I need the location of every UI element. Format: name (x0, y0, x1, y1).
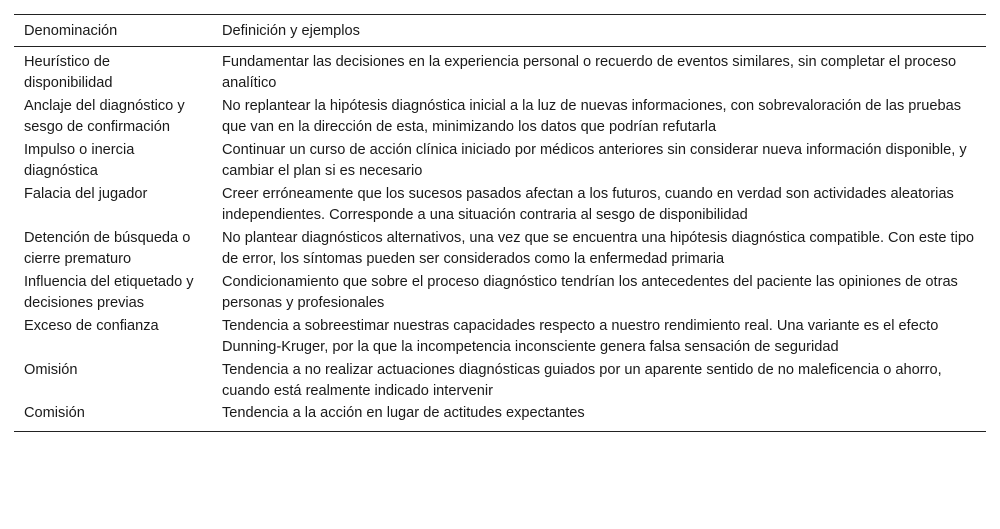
bias-table-container (14, 14, 986, 432)
definition-cell: Continuar un curso de acción clínica iniciado por médicos anteriores sin considerar nueva información disponible, y cambiar el plan si es necesario (222, 142, 967, 180)
term-cell: Impulso o inercia diagnóstica (24, 142, 135, 180)
table-row (14, 140, 986, 184)
term-cell: Detención de búsqueda o cierre prematuro (24, 229, 191, 268)
table-row (14, 360, 986, 404)
term-cell: Falacia del jugador (24, 185, 148, 202)
table-row (14, 96, 986, 140)
table-row (14, 228, 986, 272)
definition-cell: Tendencia a la acción en lugar de actitudes expectantes (212, 403, 986, 431)
table-row (14, 47, 986, 96)
definition-cell: No plantear diagnósticos alternativos, una vez que se encuentra una hipótesis diagnóstica compatible. Con este tipo de error, los síntomas pueden ser considerados como la enfermedad primaria (222, 229, 975, 268)
term-cell: Exceso de confianza (24, 317, 159, 334)
header-row (14, 15, 986, 47)
definition-cell: Creer erróneamente que los sucesos pasados afectan a los futuros, cuando en verdad son actividades aleatorias independientes. Corresponde a una situación contraria al sesgo de disponibilidad (222, 185, 954, 224)
table-row (14, 403, 986, 431)
table-row (14, 272, 986, 316)
header-denominacion: Denominación (14, 15, 212, 47)
definition-cell: Tendencia a sobreestimar nuestras capacidades respecto a nuestro rendimiento real. Una variante es el efecto Dunning-Kruger, por la que la incompetencia inconsciente genera falsa sensación de seguridad (222, 317, 939, 355)
table-row (14, 184, 986, 228)
definition-cell: No replantear la hipótesis diagnóstica inicial a la luz de nuevas informaciones, con sobrevaloración de las pruebas que van en la dirección de esta, minimizando los datos que podrían refutarla (222, 98, 962, 136)
table-body (14, 47, 986, 431)
cognitive-bias-table (14, 14, 986, 432)
term-cell: Anclaje del diagnóstico y sesgo de confirmación (24, 98, 185, 136)
table-header (14, 15, 986, 47)
table-row (14, 316, 986, 360)
header-definicion: Definición y ejemplos (212, 15, 986, 47)
term-cell: Influencia del etiquetado y decisiones previas (24, 273, 194, 311)
definition-cell: Fundamentar las decisiones en la experiencia personal o recuerdo de eventos similares, sin completar el proceso analítico (222, 54, 957, 92)
term-cell: Heurístico de disponibilidad (24, 54, 113, 92)
term-cell: Omisión (24, 361, 78, 378)
definition-cell: Condicionamiento que sobre el proceso diagnóstico tendrían los antecedentes del paciente las opiniones de otras personas y profesionales (222, 273, 958, 311)
definition-cell: Tendencia a no realizar actuaciones diagnósticas guiados por un aparente sentido de no maleficencia o ahorro, cuando está realmente indicado intervenir (222, 361, 942, 399)
term-cell: Comisión (14, 403, 212, 431)
